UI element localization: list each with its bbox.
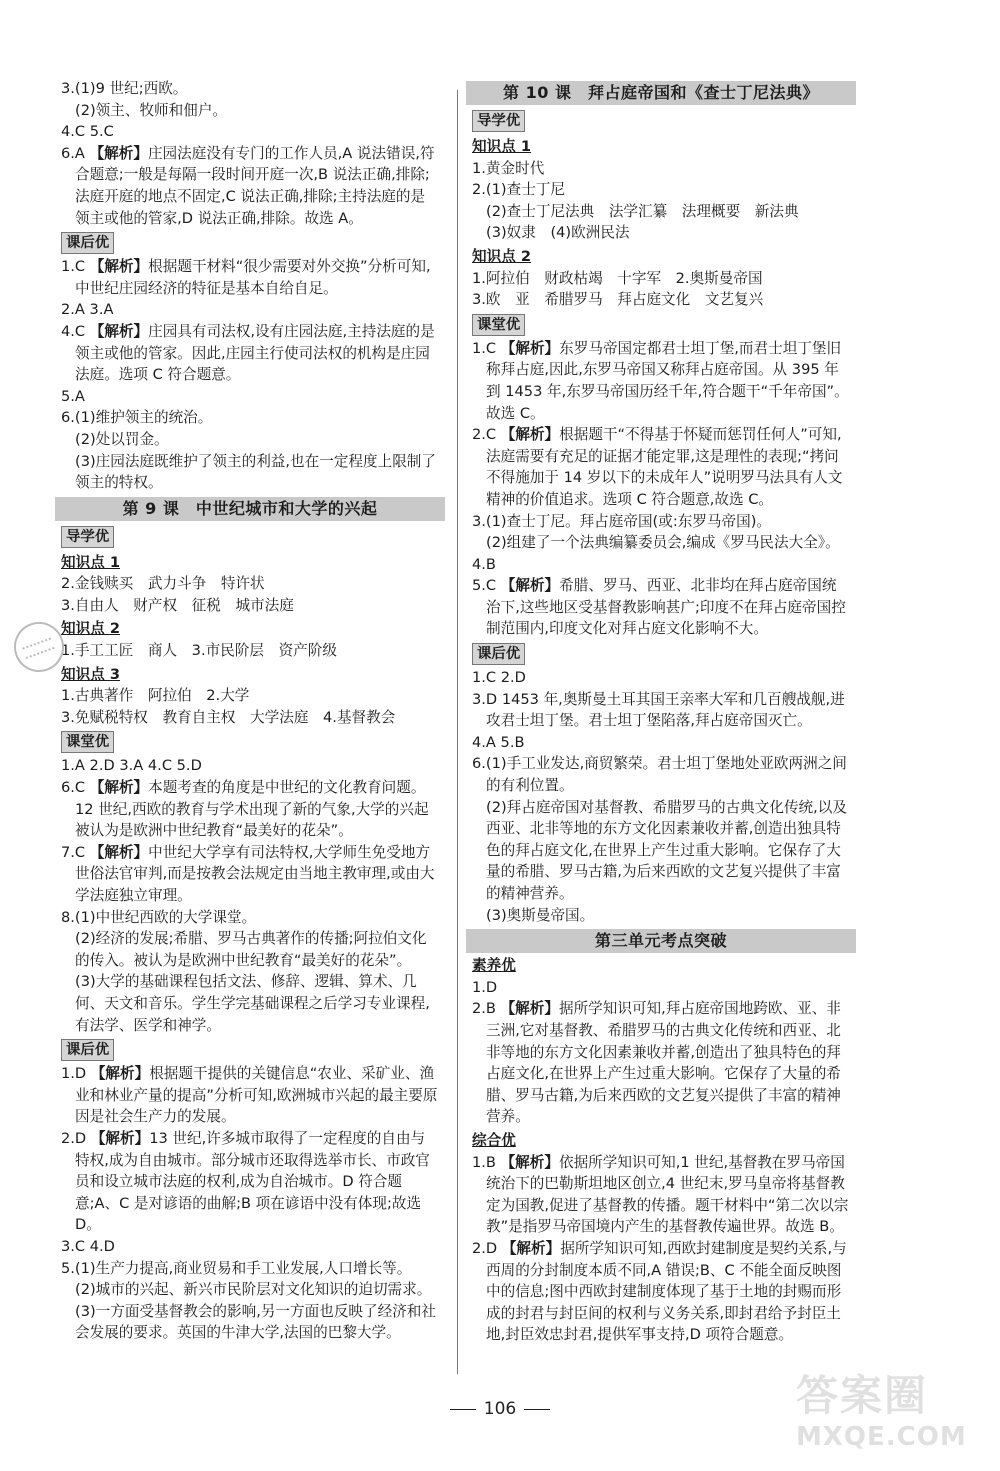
answer-line: 5.A bbox=[61, 387, 85, 405]
analysis-tag: 【解析】 bbox=[500, 1000, 559, 1018]
knowledge-point-heading: 综合优 bbox=[472, 1131, 516, 1149]
answer-line: 2.金钱赎买 武力斗争 特许状 bbox=[61, 575, 265, 593]
answer-line bbox=[61, 143, 439, 229]
answer-number: 2.B bbox=[472, 1000, 496, 1018]
answer-text: 庄园法庭没有专门的工作人员,A 说法错误,符合题意;一般是每隔一段时间开庭一次,B 说法正确,排除;法庭开庭的地点不固定,C 说法正确,排除;主持法庭的是领主或他的管家,D 说法正确,排除。故选 A。 bbox=[75, 144, 435, 227]
answer-line bbox=[61, 777, 439, 842]
knowledge-point-heading: 知识点 3 bbox=[61, 665, 121, 683]
answer-line: 6.(1)手工业发达,商贸繁荣。君士坦丁堡地处亚欧两洲之间的有利位置。 bbox=[472, 755, 847, 795]
answer-line: 3.欧 亚 希腊罗马 拜占庭文化 文艺复兴 bbox=[472, 291, 764, 309]
answer-line: 5.(1)生产力提高,商业贸易和手工业发展,人口增长等。 bbox=[61, 1259, 412, 1277]
lesson-title-banner: 第 9 课 中世纪城市和大学的兴起 bbox=[55, 497, 445, 521]
lesson-title-banner: 第 10 课 拜占庭帝国和《查士丁尼法典》 bbox=[466, 81, 856, 105]
answer-line bbox=[472, 1152, 850, 1238]
answer-text: 13 世纪,许多城市取得了一定程度的自由与特权,成为自由城市。部分城市还取得选举市长、市政官员和设立城市法庭的权利,成为自治城市。D 符合题意;A、C 是对谚语的曲解;B 项在谚语中没有体现;故选 D。 bbox=[75, 1129, 430, 1234]
analysis-tag: 【解析】 bbox=[500, 577, 560, 595]
answer-text: 据所学知识可知,拜占庭帝国地跨欧、亚、非三洲,它对基督教、希腊罗马的古典文化传统和西亚、北非等地的东方文化因素兼收并蓄,创造出了独具特色的拜占庭文化,在世界上产生过重大影响。它保存了大量的希腊、罗马古籍,为后来西欧的文艺复兴提供了丰富的精神营养。 bbox=[486, 1000, 841, 1126]
section-label-row bbox=[61, 229, 439, 256]
watermark-line-2: MXQE.COM bbox=[796, 1422, 967, 1452]
answer-number: 5.C bbox=[472, 577, 497, 595]
answer-line: (2)处以罚金。 bbox=[75, 430, 169, 448]
answer-text: 东罗马帝国定都君士坦丁堡,而君士坦丁堡旧称拜占庭,因此,东罗马帝国又称拜占庭帝国。从 395 年到 1453 年,东罗马帝国历经千年,符合题干“千年帝国”。故选 C。 bbox=[486, 339, 849, 422]
answer-line bbox=[472, 338, 850, 424]
answer-text: 中世纪大学享有司法特权,大学师生免受地方世俗法官审判,而是按教会法规定由当地主教审理,或由大学法庭独立审理。 bbox=[75, 843, 435, 904]
answer-line: (3)奴隶 (4)欧洲民法 bbox=[486, 224, 630, 242]
section-label-row bbox=[472, 311, 850, 338]
answer-line: 1.C 2.D bbox=[472, 669, 526, 687]
section-label: 课后优 bbox=[61, 232, 114, 254]
answer-line: (3)一方面受基督教会的影响,另一方面也反映了经济和社会发展的要求。英国的牛津大学,法国的巴黎大学。 bbox=[75, 1302, 436, 1342]
knowledge-point-heading: 知识点 1 bbox=[472, 138, 532, 155]
answer-line: 3.自由人 财产权 征税 城市法庭 bbox=[61, 596, 294, 614]
answer-line: 8.(1)中世纪西欧的大学课堂。 bbox=[61, 908, 257, 926]
answer-text: 依据所学知识可知,1 世纪,基督教在罗马帝国统治下的巴勒斯坦地区创立,4 世纪末,罗马皇帝将基督教定为国教,促进了基督教的传播。题干材料中“第二次以宗教”是指罗马帝国境内产生的基督教传遍世界。故选 B。 bbox=[486, 1153, 849, 1236]
answer-line: 2.(1)查士丁尼 bbox=[472, 181, 565, 199]
answer-number: 4.C bbox=[61, 322, 86, 340]
right-column bbox=[472, 78, 850, 1346]
answer-text: 据所学知识可知,西欧封建制度是契约关系,与西周的分封制度本质不同,A 错误;B、C 不能全面反映图中的信息;图中西欧封建制度体现了基于土地的封赐而形成的封君与封臣间的权利与义务关系,即封君给予封臣土地,封臣效忠封君,提供军事支持,D 项符合题意。 bbox=[486, 1239, 847, 1344]
answer-text: 庄园具有司法权,设有庄园法庭,主持法庭的是领主或他的管家。因此,庄园主行使司法权的机构是庄园法庭。选项 C 符合题意。 bbox=[75, 322, 435, 384]
answer-line: (3)大学的基础课程包括文法、修辞、逻辑、算术、几何、天文和音乐。学生学完基础课程之后学习专业课程,有法学、医学和神学。 bbox=[75, 973, 430, 1034]
answer-line bbox=[472, 575, 850, 640]
answer-line bbox=[61, 1128, 439, 1236]
answer-line: (2)领主、牧师和佃户。 bbox=[75, 101, 228, 119]
answer-line: (2)经济的发展;希腊、罗马古典著作的传播;阿拉伯文化的传入。被认为是欧洲中世纪教育“最美好的花朵”。 bbox=[75, 930, 427, 969]
answer-line: 1.阿拉伯 财政枯竭 十字军 2.奥斯曼帝国 bbox=[472, 269, 763, 287]
answer-line bbox=[61, 842, 439, 907]
analysis-tag: 【解析】 bbox=[89, 322, 149, 340]
section-label: 课堂优 bbox=[61, 731, 114, 753]
answer-line: 3.(1)查士丁尼。拜占庭帝国(或:东罗马帝国)。 bbox=[472, 512, 771, 530]
answer-line: 3.C 4.D bbox=[61, 1237, 115, 1255]
knowledge-point-heading: 知识点 2 bbox=[61, 620, 121, 638]
column-divider bbox=[457, 90, 458, 1374]
answer-number: 3.D bbox=[472, 690, 498, 708]
section-label: 导学优 bbox=[472, 110, 525, 132]
answer-line: (2)组建了一个法典编纂委员会,编成《罗马民法大全》。 bbox=[486, 534, 840, 552]
knowledge-point-heading: 知识点 2 bbox=[472, 247, 532, 265]
section-label-row bbox=[472, 107, 850, 134]
answer-line: (2)城市的兴起、新兴市民阶层对文化知识的迫切需求。 bbox=[75, 1281, 432, 1299]
answer-line: 2.A 3.A bbox=[61, 301, 114, 319]
page-number-value: 106 bbox=[483, 1399, 517, 1419]
answer-line: 1.黄金时代 bbox=[472, 159, 545, 177]
analysis-tag: 【解析】 bbox=[500, 426, 560, 444]
answer-text: 希腊、罗马、西亚、北非均在拜占庭帝国统治下,这些地区受基督教影响甚广;印度不在拜占庭帝国控制范围内,印度文化对拜占庭文化影响不大。 bbox=[486, 577, 846, 638]
answer-number: 2.C bbox=[472, 426, 497, 444]
answer-line: 3.免赋税特权 教育自主权 大学法庭 4.基督教会 bbox=[61, 708, 396, 726]
answer-line: (3)奥斯曼帝国。 bbox=[486, 906, 595, 924]
answer-line bbox=[472, 689, 850, 732]
section-label: 课后优 bbox=[61, 1039, 114, 1061]
answer-number: 2.D bbox=[472, 1239, 498, 1257]
answer-line bbox=[61, 321, 439, 386]
answer-number: 1.D bbox=[61, 1065, 87, 1083]
section-label-row bbox=[61, 1036, 439, 1063]
analysis-tag: 【解析】 bbox=[89, 144, 148, 162]
answer-line bbox=[61, 256, 439, 299]
answer-line: (3)庄园法庭既维护了领主的利益,也在一定程度上限制了领主的特权。 bbox=[75, 452, 436, 492]
page-number bbox=[420, 1399, 580, 1419]
answer-line: (2)拜占庭帝国对基督教、希腊罗马的古典文化传统,以及西亚、北非等地的东方文化因素兼收并蓄,创造出独具特色的拜占庭文化,在世界上产生过重大影响。它保存了大量的希腊、罗马古籍,为后来西欧的文艺复兴提供了丰富的精神营养。 bbox=[486, 798, 847, 902]
answer-line: 6.(1)维护领主的统治。 bbox=[61, 409, 213, 427]
answer-number: 1.C bbox=[61, 258, 86, 276]
answer-number: 2.D bbox=[61, 1129, 87, 1147]
analysis-tag: 【解析】 bbox=[89, 779, 149, 797]
answer-line: 4.C 5.C bbox=[61, 123, 114, 141]
section-label-row bbox=[472, 640, 850, 667]
analysis-tag: 【解析】 bbox=[89, 258, 149, 276]
answer-text: 根据题干“不得基于怀疑而惩罚任何人”可知,法庭需要有充足的证据才能定罪,这是理性的表现;“拷问不得施加于 14 岁以下的未成年人”说明罗马法具有人文精神的价值追求。选项 C 符合题意,故选 C。 bbox=[486, 426, 843, 508]
analysis-tag: 【解析】 bbox=[501, 1239, 561, 1257]
answer-number: 7.C bbox=[61, 843, 86, 861]
left-column bbox=[61, 78, 439, 1344]
answer-text: 本题考查的角度是中世纪的文化教育问题。12 世纪,西欧的教育与学术出现了新的气象,大学的兴起被认为是欧洲中世纪教育“最美好的花朵”。 bbox=[75, 779, 429, 840]
answer-line: 1.D bbox=[472, 978, 498, 996]
answer-line bbox=[472, 998, 850, 1128]
knowledge-point-heading: 知识点 1 bbox=[61, 553, 121, 571]
analysis-tag: 【解析】 bbox=[500, 1153, 559, 1171]
analysis-tag: 【解析】 bbox=[90, 1065, 150, 1083]
answer-line bbox=[472, 424, 850, 510]
analysis-tag: 【解析】 bbox=[89, 843, 149, 861]
lesson-title-banner: 第三单元考点突破 bbox=[466, 929, 856, 953]
answer-number: 6.A bbox=[61, 144, 85, 162]
analysis-tag: 【解析】 bbox=[90, 1129, 150, 1147]
section-label-row bbox=[61, 523, 439, 550]
section-label: 导学优 bbox=[61, 526, 114, 548]
knowledge-point-heading: 素养优 bbox=[472, 957, 516, 975]
section-label-row bbox=[61, 728, 439, 755]
answer-line: 3.(1)9 世纪;西欧。 bbox=[61, 80, 188, 97]
answer-number: 1.C bbox=[472, 339, 497, 357]
answer-text: 1453 年,奥斯曼土耳其国王亲率大军和几百艘战舰,进攻君士坦丁堡。君士坦丁堡陷落,拜占庭帝国灭亡。 bbox=[486, 690, 845, 730]
section-label: 课后优 bbox=[472, 643, 525, 665]
watermark bbox=[796, 1372, 996, 1468]
answer-line: 4.A 5.B bbox=[472, 733, 525, 751]
answer-line: 1.手工工匠 商人 3.市民阶层 资产阶级 bbox=[61, 642, 337, 660]
answer-number: 6.C bbox=[61, 779, 86, 797]
answer-line: 1.A 2.D 3.A 4.C 5.D bbox=[61, 757, 202, 775]
answer-line bbox=[472, 1238, 850, 1346]
answer-text: 根据题干提供的关键信息“农业、采矿业、渔业和林业产量的提高”分析可知,欧洲城市兴起的最主要原因是社会生产力的发展。 bbox=[75, 1065, 438, 1126]
answer-line: (2)查士丁尼法典 法学汇纂 法理概要 新法典 bbox=[486, 202, 799, 220]
answer-line: 1.古典著作 阿拉伯 2.大学 bbox=[61, 687, 250, 705]
section-label: 课堂优 bbox=[472, 314, 525, 336]
answer-number: 1.B bbox=[472, 1153, 496, 1171]
analysis-tag: 【解析】 bbox=[500, 339, 560, 357]
answer-line bbox=[61, 1063, 439, 1128]
watermark-line-1: 答案圈 bbox=[796, 1371, 929, 1420]
answer-text: 根据题干材料“很少需要对外交换”分析可知,中世纪庄园经济的特征是基本自给自足。 bbox=[75, 258, 431, 297]
answer-line: 4.B bbox=[472, 555, 496, 573]
